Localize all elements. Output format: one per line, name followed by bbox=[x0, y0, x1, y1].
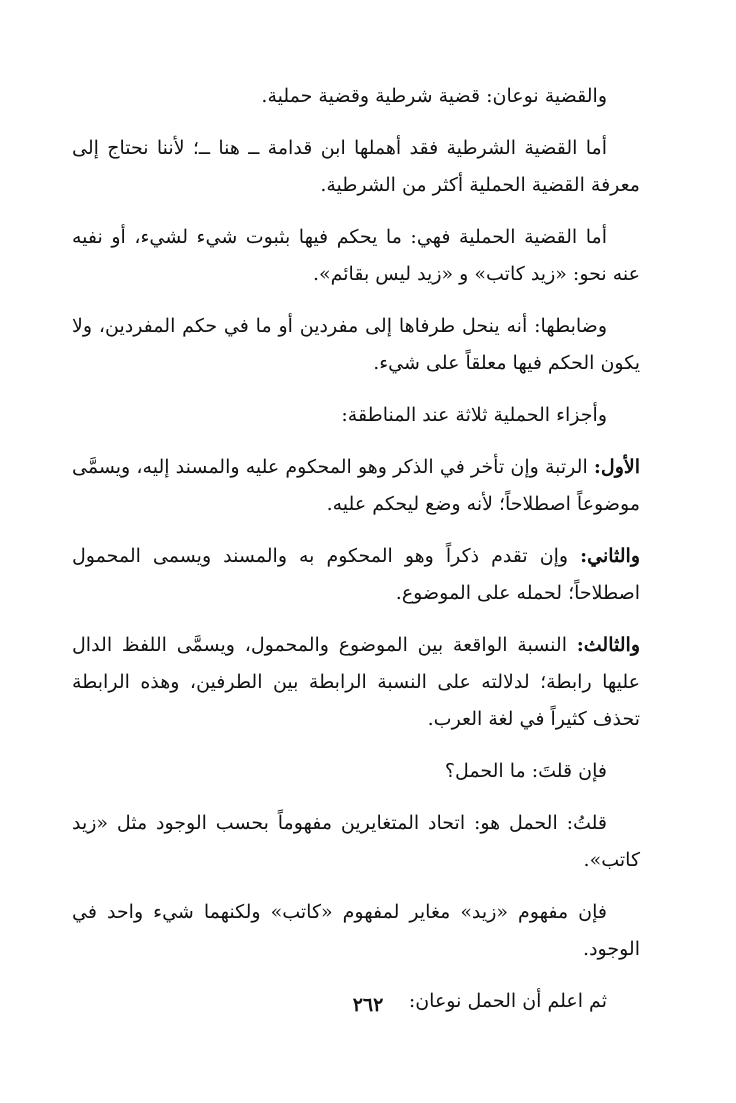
paragraph-proposition-types bbox=[72, 78, 640, 115]
paragraph-text: ثم اعلم أن الحمل نوعان: bbox=[408, 990, 607, 1012]
paragraph-example bbox=[72, 894, 640, 968]
paragraph-text: الرتبة وإن تأخر في الذكر وهو المحكوم عليه والمسند إليه، ويسمَّى موضوعاً اصطلاحاً؛ لأنه وضع ليحكم عليه. bbox=[72, 456, 640, 515]
paragraph-text: أما القضية الشرطية فقد أهملها ابن قدامة ــ هنا ــ؛ لأننا نحتاج إلى معرفة القضية الحملية أكثر من الشرطية. bbox=[72, 137, 640, 196]
paragraph-text: وأجزاء الحملية ثلاثة عند المناطقة: bbox=[341, 404, 607, 426]
page-number: ٢٦٢ bbox=[352, 994, 384, 1016]
paragraph-text: أما القضية الحملية فهي: ما يحكم فيها بثبوت شيء لشيء، أو نفيه عنه نحو: «زيد كاتب» و «زيد ليس بقائم». bbox=[72, 226, 640, 285]
paragraph-third-part bbox=[72, 627, 640, 738]
paragraph-conditional-proposition bbox=[72, 130, 640, 204]
paragraph-parts-intro bbox=[72, 397, 640, 434]
paragraph-first-part bbox=[72, 449, 640, 523]
page-body bbox=[72, 78, 640, 1035]
paragraph-text: وإن تقدم ذكراً وهو المحكوم به والمسند ويسمى المحمول اصطلاحاً؛ لحمله على الموضوع. bbox=[72, 545, 640, 604]
paragraph-text: وضابطها: أنه ينحل طرفاها إلى مفردين أو ما في حكم المفردين، ولا يكون الحكم فيها معلقاً على شيء. bbox=[72, 315, 640, 374]
paragraph-lead: والثالث: bbox=[576, 634, 640, 656]
paragraph-lead: والثاني: bbox=[580, 545, 640, 567]
paragraph-text: فإن مفهوم «زيد» مغاير لمفهوم «كاتب» ولكنهما شيء واحد في الوجود. bbox=[72, 901, 640, 960]
paragraph-text: والقضية نوعان: قضية شرطية وقضية حملية. bbox=[261, 85, 607, 107]
paragraph-predicative-definition bbox=[72, 219, 640, 293]
paragraph-text: النسبة الواقعة بين الموضوع والمحمول، ويسمَّى اللفظ الدال عليها رابطة؛ لدلالته على النسبة الرابطة بين الطرفين، وهذه الرابطة تحذف كثيراً في لغة العرب. bbox=[72, 634, 640, 730]
paragraph-text: فإن قلتَ: ما الحمل؟ bbox=[444, 760, 607, 782]
paragraph-lead: الأول: bbox=[593, 456, 640, 478]
paragraph-answer bbox=[72, 805, 640, 879]
paragraph-second-part bbox=[72, 538, 640, 612]
paragraph-criterion bbox=[72, 308, 640, 382]
paragraph-question bbox=[72, 753, 640, 790]
paragraph-text: قلتُ: الحمل هو: اتحاد المتغايرين مفهوماً بحسب الوجود مثل «زيد كاتب». bbox=[72, 812, 640, 871]
